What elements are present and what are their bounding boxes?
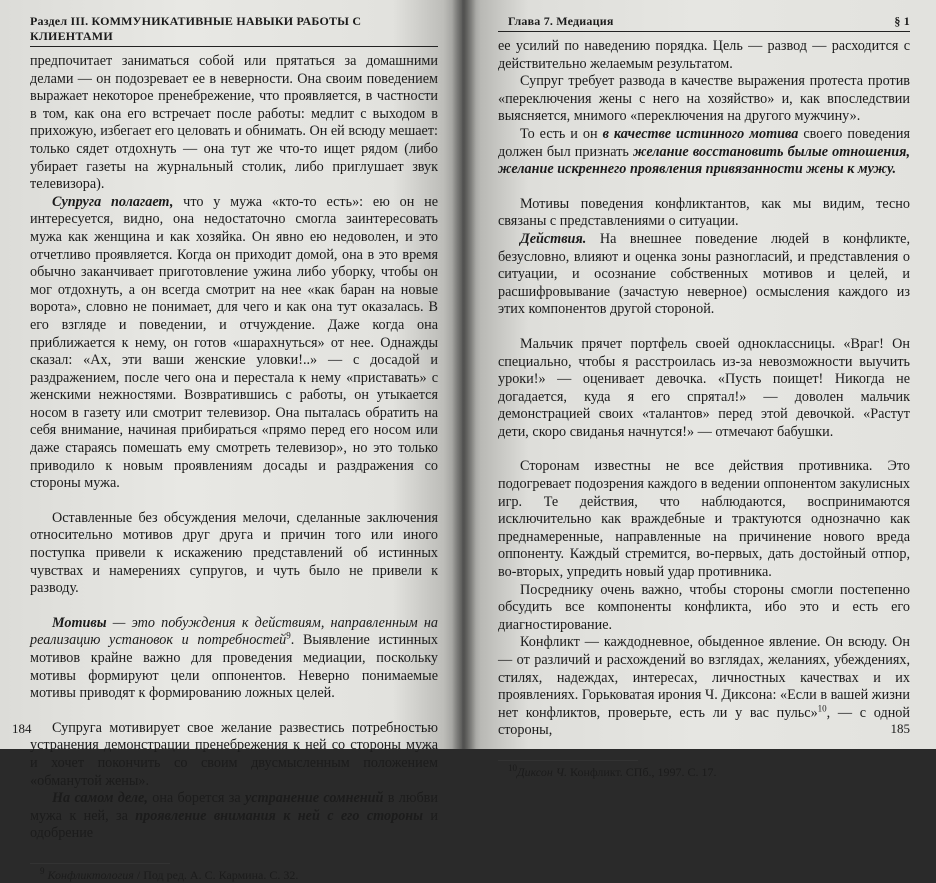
actions-text: На внешнее поведение людей в конфликте, безусловно, влияют и оценка зоны разногласий, и представления о ситуации, и осознание собственных мотивов и целей, и расшифровывание (зачастую неверное) осмысления каждого из этих компонентов другой стороной.	[498, 230, 910, 318]
wife-believes-text: что у мужа «кто-то есть»: ею он не интересуется, видно, она недостаточно смогла заинтересовать мужа как женщина и как хозяйка. Он явно ею недоволен, и это отчетливо проявляется. Когда он приходит домой, она в это время обычно заканчивает приготовление ужина либо уборку, чтобы он мог отдохнуть, а он всегда смотрит на нее «как баран на новые ворота», словно не понимает, для чего и как она тут оказалась. В его взгляде и поведении, и отчуждение. Даже когда она приближается к нему, он готов «шарахнуться» от нее. Однажды сказал: «Ах, эти ваши женские уловки!..» — с досадой и раздражением, после чего она и перестала к нему «приставать» с женскими нежностями. Возвратившись с работы, он утыкается носом в газету или смотрит телевизор. Она пыталась обратить на себя внимание, начиная прибираться «прямо перед его носом или даже стараясь помешать ему смотреть телевизор», но это только приводило к новым проявлениям досады и раздражения со стороны мужа.	[30, 193, 438, 492]
chapter-title: Глава 7. Медиация	[508, 14, 614, 28]
conflict-text-1: Конфликт — каждодневное, обыденное явление. Он всюду. Он — от различий и расхождений во взглядах, желаниях, убеждениях, стилях, надеждах, интересах, личностных качествах и их проявлениях. Горьковатая ирония Ч. Диксона: «Если в вашей жизни нет конфликтов, проверьте, есть ли у вас пульс»	[498, 634, 910, 721]
motives-definition	[30, 615, 438, 703]
conflict-text-2: , — с одной стороны,	[498, 704, 910, 739]
left-paragraph-3: Оставленные без обсуждения мелочи, сделанные заключения относительно мотивов друг друга и причин того или иного поступка привели к искажению представлений об истинных чувствах и намерениях супругов, и чуть было не привели к разводу.	[30, 509, 438, 597]
footnote-9-number: 9	[40, 865, 45, 876]
in-fact-emphasis-2: проявление внимания к ней с его стороны	[135, 807, 424, 824]
motives-definition-text: — это побуждения к действиям, направленным на реализацию установок и потребностей	[30, 614, 438, 649]
true-motive-emphasis-2: желание восстановить былые отношения, желание искреннего проявления привязанности жены к мужу.	[498, 143, 910, 178]
left-footnote-rule	[30, 863, 170, 864]
left-running-head	[30, 14, 438, 47]
left-page-number: 184	[12, 721, 32, 736]
footnote-10-author: Диксон Ч.	[517, 764, 568, 779]
right-paragraph-9	[498, 634, 910, 740]
in-fact-emphasis-1: устранение сомнений	[245, 790, 384, 807]
left-paragraph-2	[30, 194, 438, 493]
right-paragraph-8: Посреднику очень важно, чтобы стороны смогли постепенно обсудить все компоненты конфликта, ибо это и есть его диагностирование.	[498, 581, 910, 633]
footnote-ref-9: 9	[286, 630, 291, 641]
wife-believes-lead: Супруга полагает,	[52, 193, 174, 210]
left-paragraph-5: Супруга мотивирует свое желание развестись потребностью устранения демонстрации пренебрежения к ней со стороны мужа и хочет покончить со своим двусмысленным положением «обманутой жены».	[30, 719, 438, 789]
right-paragraph-7: Сторонам известны не все действия противника. Это подогревает подозрения каждого в ведении оппонентом закулисных игр. Те действия, что наблюдаются, воспринимаются исключительно как враждебные и трактуются однозначно как преднамеренные, направленные на причинение нового вреда оппоненту. Каждый стремится, во-первых, дать достойный отпор, во-вторых, упредить новый удар противника.	[498, 458, 910, 581]
motives-explanation: . Выявление истинных мотивов крайне важно для проведения медиации, поскольку мотивы формируют цели оппонентов. Неверно понимаемые мотивы приводят к формированию ложных целей.	[30, 632, 438, 702]
footnote-10-rest: Конфликт. СПб., 1997. С. 17.	[567, 764, 717, 779]
in-fact-text-2: в любви мужа к ней, за	[30, 790, 438, 824]
in-fact-text-3: и одобрение	[30, 807, 438, 842]
footnote-10-number: 10	[508, 762, 517, 773]
footnote-9-rest: / Под ред. А. С. Кармина. С. 32.	[133, 867, 299, 882]
true-motive-text-2: своего поведения должен был признать	[498, 125, 910, 160]
paragraph-sign: § 1	[894, 14, 910, 28]
left-page	[0, 0, 462, 882]
left-paragraph-6	[30, 790, 438, 843]
schoolboy-example: Мальчик прячет портфель своей одноклассницы. «Враг! Он специально, чтобы я расстроилась из-за невозможности выучить уроки!» — оценивает девочка. «Пусть поищет! Никогда не догадается, куда я его спрятал!» — доволен мальчик демонстрацией своих «талантов» перед этой девочкой. «Растут дети, скоро свиданья начнутся!» — отмечают бабушки.	[498, 335, 910, 440]
right-page	[462, 0, 936, 779]
footnote-ref-10: 10	[817, 703, 827, 714]
actions-term: Действия.	[520, 230, 587, 247]
actions-paragraph	[498, 231, 910, 319]
right-running-head	[498, 14, 910, 32]
section-title: Раздел III. КОММУНИКАТИВНЫЕ НАВЫКИ РАБОТЫ С КЛИЕНТАМИ	[30, 14, 362, 43]
right-page-number: 185	[890, 721, 910, 736]
footnote-9	[40, 865, 438, 883]
in-fact-lead: На самом деле,	[52, 790, 148, 807]
left-paragraph-1: предпочитает заниматься собой или прятаться за домашними делами — он подозревает ее в неверности. Она своим поведением выражает некоторое пренебрежение, что проявляется, в частности в том, как она его встречает после работы: медлит с выходом в прихожую, избегает его целовать и обнимать. Он ей всюду мешает: только сядет отдохнуть — она тут же что-то ищет рядом (либо убирает газеты на журнальный столик, либо приглушает звук телевизора).	[30, 53, 438, 193]
motives-term: Мотивы	[52, 614, 107, 631]
true-motive-text-1: То есть и он	[520, 125, 603, 142]
right-paragraph-4: Мотивы поведения конфликтантов, как мы видим, тесно связаны с представлениями о ситуации.	[498, 195, 910, 230]
right-paragraph-3	[498, 126, 910, 179]
right-footnote-rule	[498, 760, 638, 761]
footnote-10	[508, 762, 910, 780]
footnote-9-title: Конфликтология	[47, 867, 134, 882]
right-paragraph-2: Супруг требует развода в качестве выражения протеста против «переключения жены с него на хозяйство» и, как впоследствии выясняется, мнимого «переключения на другого мужчину».	[498, 73, 910, 125]
true-motive-emphasis-1: в качестве истинного мотива	[602, 125, 799, 142]
in-fact-text-1: она борется за	[147, 790, 245, 807]
right-paragraph-1: ее усилий по наведению порядка. Цель — развод — расходится с действительно желаемым результатом.	[498, 38, 910, 72]
